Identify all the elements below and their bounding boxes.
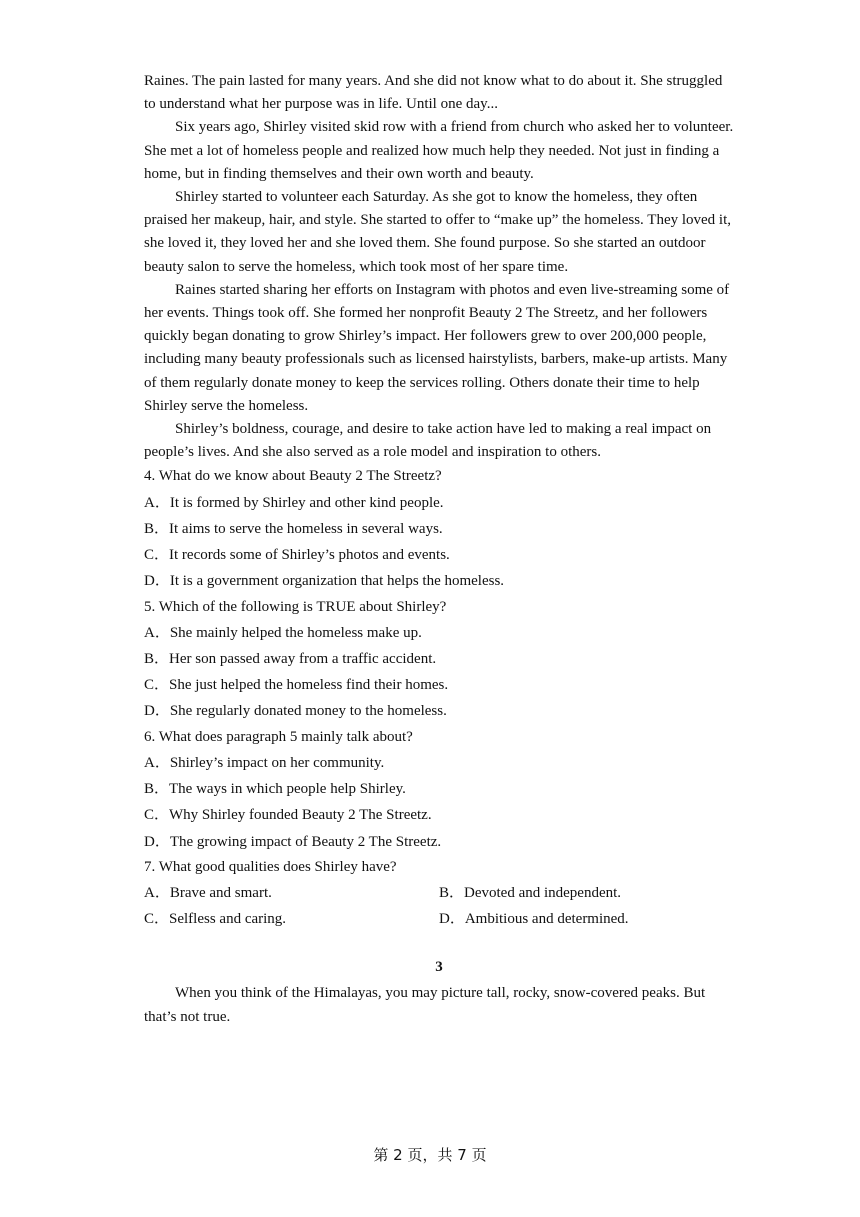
option-c: C．It records some of Shirley’s photos and events.	[144, 547, 450, 564]
page-footer: 第 2 页，共 7 页	[373, 1146, 487, 1164]
question-6	[144, 725, 734, 855]
passage-paragraph-2: Six years ago, Shirley visited skid row with a friend from church who asked her to volunteer. She met a lot of homeless people and realized how much help they needed. Not just in finding a home, but in finding themselves and their own worth and beauty.	[144, 119, 734, 182]
question-4	[144, 464, 734, 594]
question-stem: 7. What good qualities does Shirley have?	[144, 858, 397, 875]
option-b: B．It aims to serve the homeless in several ways.	[144, 520, 443, 537]
section-3-paragraph-1: When you think of the Himalayas, you may picture tall, rocky, snow-covered peaks. But that’s not true.	[144, 985, 706, 1025]
question-stem: 4. What do we know about Beauty 2 The Streetz?	[144, 468, 442, 485]
option-row-2	[144, 906, 734, 932]
passage-paragraph-1: Raines. The pain lasted for many years. And she did not know what to do about it. She struggled to understand what her purpose was in life. Until one day...	[144, 73, 723, 113]
option-a: A．Shirley’s impact on her community.	[144, 754, 385, 771]
document-body	[144, 70, 734, 1029]
option-b: B．Her son passed away from a traffic accident.	[144, 651, 437, 668]
option-d: D．The growing impact of Beauty 2 The Streetz.	[144, 833, 442, 850]
passage-paragraph-4: Raines started sharing her efforts on Instagram with photos and even live-streaming some of her events. Things took off. She formed her nonprofit Beauty 2 The Streetz, and her followers quickly began donating to grow Shirley’s impact. Her followers grew to over 200,000 people, including many beauty professionals such as licensed hairstylists, barbers, make-up artists. Many of them regularly donate money to keep the services rolling. Others donate their time to help Shirley serve the homeless.	[144, 281, 730, 414]
option-c: C．Selfless and caring.	[144, 911, 287, 928]
passage-paragraph-3: Shirley started to volunteer each Saturday. As she got to know the homeless, they often praised her makeup, hair, and style. She started to offer to “make up” the homeless. They loved it, she loved it, they loved her and she loved them. She found purpose. So she started an outdoor beauty salon to serve the homeless, which took most of her spare time.	[144, 189, 732, 275]
option-b: B．Devoted and independent.	[439, 885, 622, 902]
option-d: D．Ambitious and determined.	[439, 911, 629, 928]
option-d: D．She regularly donated money to the homeless.	[144, 703, 447, 720]
option-c: C．Why Shirley founded Beauty 2 The Streetz.	[144, 807, 432, 824]
option-a: A．It is formed by Shirley and other kind people.	[144, 494, 444, 511]
option-c: C．She just helped the homeless find their homes.	[144, 677, 449, 694]
passage-paragraph-5: Shirley’s boldness, courage, and desire to take action have led to making a real impact on people’s lives. And she also served as a role model and inspiration to others.	[144, 421, 712, 461]
section-number: 3	[435, 959, 443, 976]
option-a: A．Brave and smart.	[144, 885, 272, 902]
question-stem: 5. Which of the following is TRUE about Shirley?	[144, 598, 447, 615]
option-row-1	[144, 880, 734, 906]
question-7	[144, 855, 734, 933]
option-d: D．It is a government organization that helps the homeless.	[144, 573, 505, 590]
option-a: A．She mainly helped the homeless make up.	[144, 624, 422, 641]
option-b: B．The ways in which people help Shirley.	[144, 781, 406, 798]
question-stem: 6. What does paragraph 5 mainly talk about?	[144, 728, 413, 745]
question-5	[144, 595, 734, 725]
